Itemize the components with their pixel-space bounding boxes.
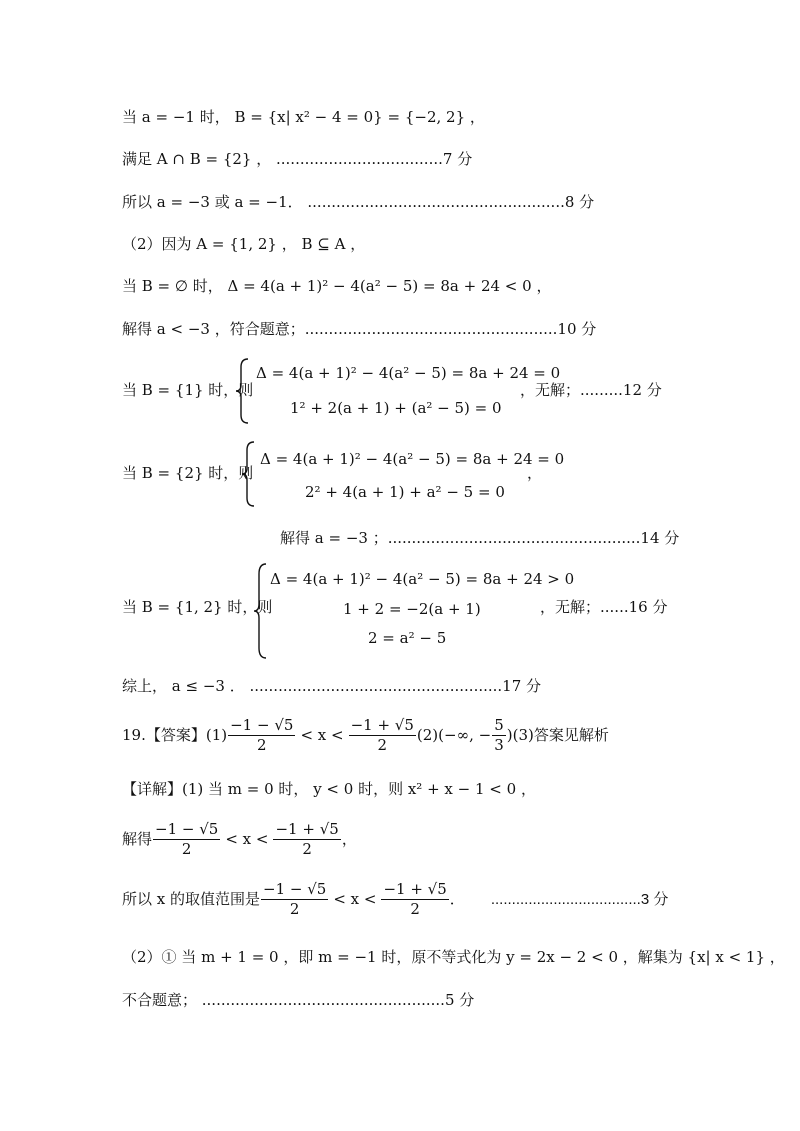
fraction [492,718,506,753]
inequality-text: < x < [300,726,344,744]
not-valid-line: 不合题意； ...................................................5 分 [122,991,475,1009]
fraction-numerator: −1 − √5 [230,716,294,734]
case-b-1-label: 当 B = {1} 时，则 [122,381,254,399]
fraction-numerator: −1 + √5 [383,880,447,898]
q19-answer-label: 19.【答案】(1) [122,726,228,744]
system-b12-eq1: Δ = 4(a + 1)² − 4(a² − 5) = 8a + 24 > 0 [270,570,575,588]
fraction-denominator: 2 [377,736,388,754]
left-brace-icon [240,440,258,508]
fraction-numerator: 5 [494,716,504,734]
fraction-denominator: 2 [289,900,300,918]
fraction [153,822,220,857]
fraction-denominator: 3 [494,736,504,754]
fraction-numerator: −1 + √5 [350,716,414,734]
q19-answer-line [122,718,609,753]
punctuation: ， [341,830,357,848]
case-b-2-label: 当 B = {2} 时，则 [122,464,254,482]
fraction [381,882,448,917]
range-line [122,882,668,917]
range-label: 所以 x 的取值范围是 [122,890,260,908]
fraction-denominator: 2 [181,840,192,858]
detail-intro-line: 【详解】(1) 当 m = 0 时， y < 0 时，则 x² + x − 1 < 0 ， [122,780,536,798]
case-b-1-result: ，无解；.........12 分 [520,381,662,399]
fraction [273,822,340,857]
part2-intro-line: （2）因为 A = {1, 2} ， B ⊆ A ， [122,235,366,253]
case-a-neg1-line: 当 a = −1 时， B = {x| x² − 4 = 0} = {−2, 2} ， [122,108,485,126]
system-b12-eq3: 2 = a² − 5 [368,629,447,647]
fraction-numerator: −1 + √5 [275,820,339,838]
case-empty-set-line: 当 B = ∅ 时， Δ = 4(a + 1)² − 4(a² − 5) = 8a + 24 < 0 ， [122,277,552,295]
system-b12-eq2: 1 + 2 = −2(a + 1) [343,600,481,618]
fraction-numerator: −1 − √5 [263,880,327,898]
case-m-neg1-line: （2）① 当 m + 1 = 0 ，即 m = −1 时，原不等式化为 y = 2x − 2 < 0 ，解集为 {x| x < 1} ， [122,948,785,966]
fraction-denominator: 2 [302,840,312,858]
punctuation: ． [449,890,465,908]
fraction-denominator: 2 [410,900,420,918]
fraction-numerator: −1 − √5 [155,820,219,838]
q19-part2-text: (2)(−∞, − [416,726,492,744]
left-brace-icon [252,562,270,660]
case-b-12-result: ，无解；......16 分 [540,598,668,616]
fraction [261,882,328,917]
system-b2-eq1: Δ = 4(a + 1)² − 4(a² − 5) = 8a + 24 = 0 [260,450,565,468]
empty-set-result-line: 解得 a < −3 ，符合题意；.....................................................10 分 [122,320,597,338]
system-b1-eq1: Δ = 4(a + 1)² − 4(a² − 5) = 8a + 24 = 0 [256,364,561,382]
summary-line: 综上， a ≤ −3 ． .....................................................17 分 [122,677,542,695]
case-b-12-label: 当 B = {1, 2} 时，则 [122,598,273,616]
left-brace-icon [234,357,252,425]
conclusion-part1-line: 所以 a = −3 或 a = −1． ......................................................8 分 [122,193,595,211]
fraction-denominator: 2 [257,736,267,754]
system-b2-eq2: 2² + 4(a + 1) + a² − 5 = 0 [305,483,505,501]
q19-part3-text: )(3)答案见解析 [506,726,609,744]
solve-line [122,822,357,857]
case-b-2-comma: ， [527,464,543,482]
fraction [349,718,416,753]
intersection-line: 满足 A ∩ B = {2} ， ...................................7 分 [122,150,473,168]
case-b-2-result: 解得 a = −3 ；.....................................................14 分 [280,529,680,547]
solve-label: 解得 [122,830,153,848]
fraction [228,718,295,753]
score-3: ....................................3 分 [490,891,669,908]
inequality-text: < x < [225,830,269,848]
system-b1-eq2: 1² + 2(a + 1) + (a² − 5) = 0 [290,399,502,417]
inequality-text: < x < [333,890,377,908]
